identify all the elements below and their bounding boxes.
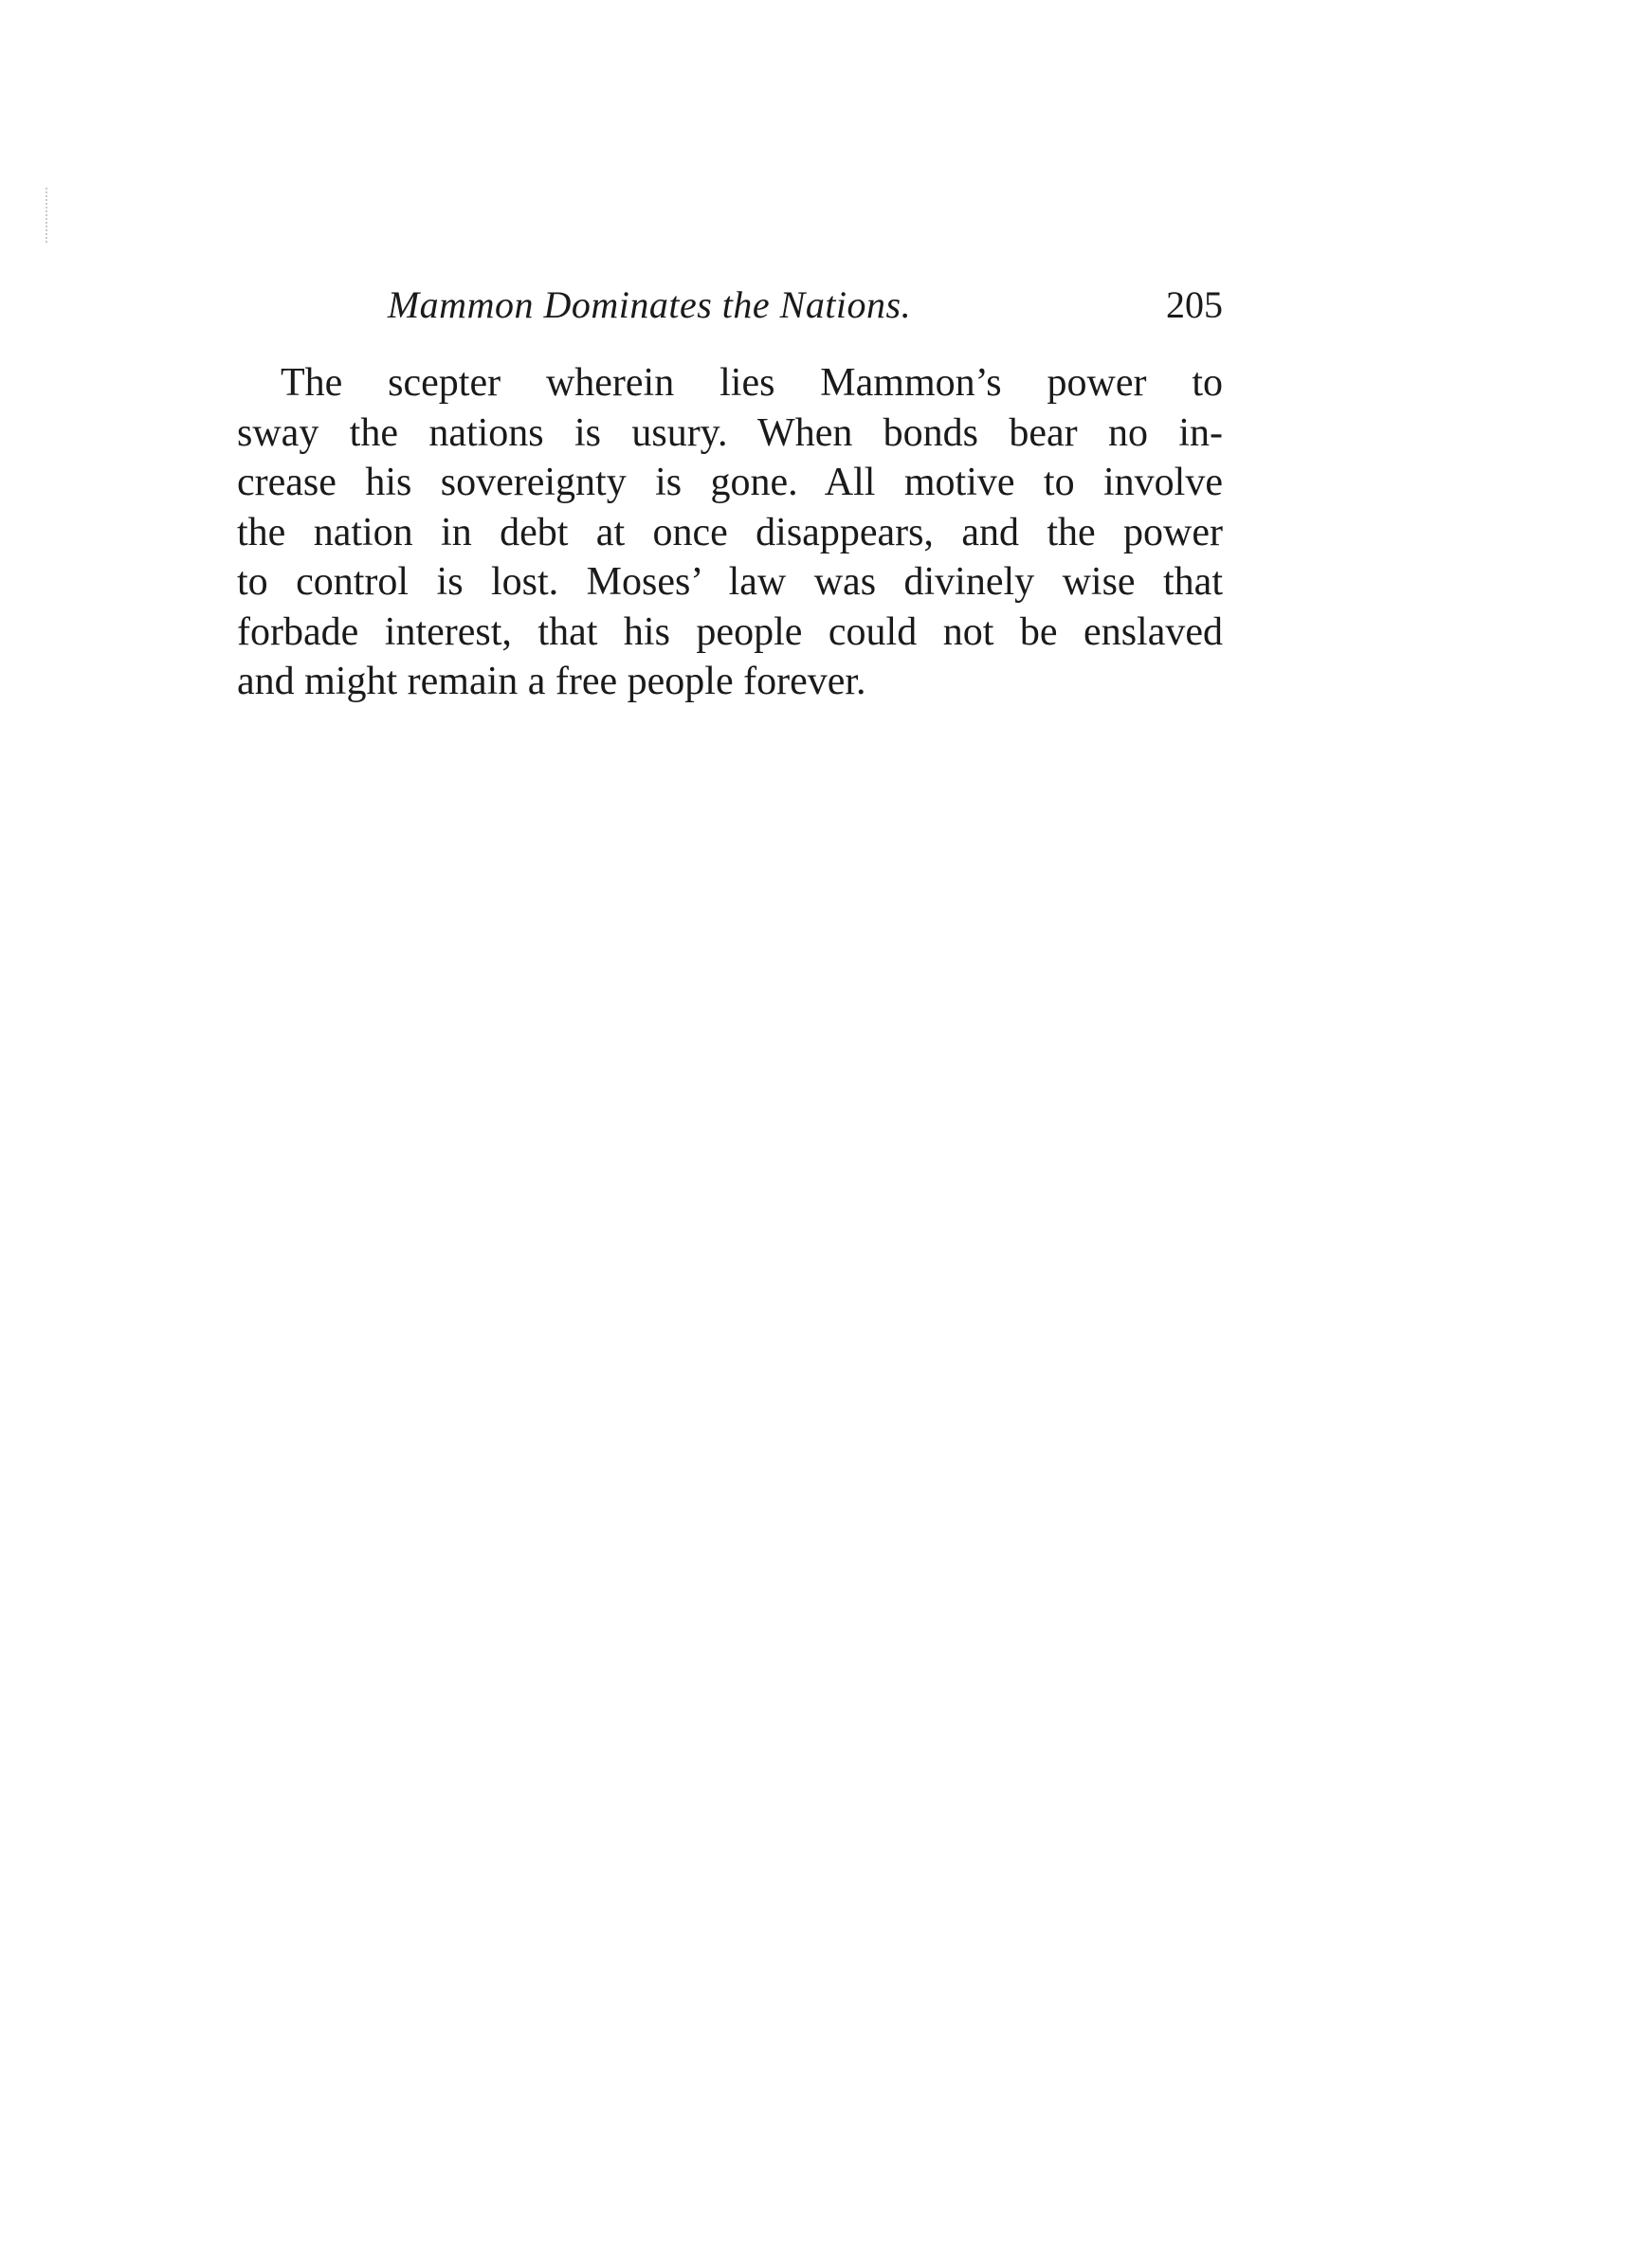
text-line: and might remain a free people forever. bbox=[237, 660, 866, 703]
text-line: the nation in debt at once disappears, and the power bbox=[237, 510, 1223, 554]
text-line: sway the nations is usury. When bonds bear no in- bbox=[237, 410, 1223, 455]
body-paragraph bbox=[237, 358, 1223, 707]
text-line: to control is lost. Moses’ law was divinely wise that bbox=[237, 560, 1223, 604]
scan-artifact bbox=[46, 188, 50, 243]
text-line: forbade interest, that his people could not be enslaved bbox=[237, 609, 1223, 654]
text-line: The scepter wherein lies Mammon’s power to bbox=[281, 361, 1223, 405]
running-title: Mammon Dominates the Nations. bbox=[387, 283, 912, 326]
running-header bbox=[237, 277, 1223, 334]
page-number: 205 bbox=[1166, 283, 1223, 326]
text-line: crease his sovereignty is gone. All motive to involve bbox=[237, 461, 1223, 504]
